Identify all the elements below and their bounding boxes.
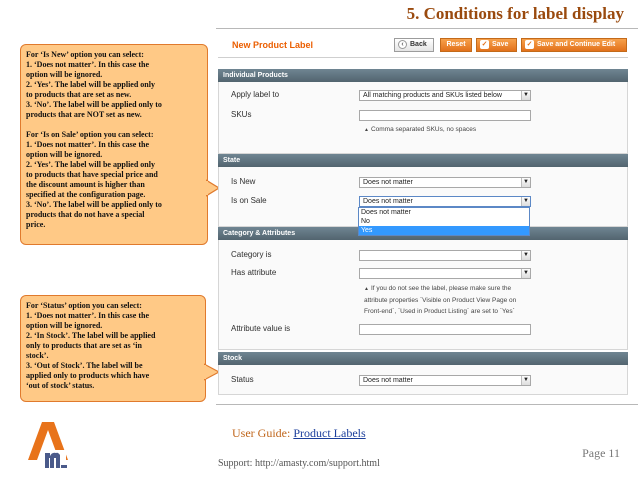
skus-label: SKUs [231, 110, 252, 119]
chevron-down-icon: ▼ [521, 251, 530, 260]
arrow-up-icon: ▲ [364, 286, 369, 292]
is-on-sale-label: Is on Sale [231, 196, 267, 205]
has-attribute-label: Has attribute [231, 268, 277, 277]
footer-divider [216, 404, 638, 405]
section-individual-products [218, 69, 628, 154]
page-header [218, 32, 628, 58]
chevron-down-icon: ▼ [521, 197, 530, 206]
callout-is-new-is-on-sale [20, 44, 208, 245]
skus-input[interactable] [359, 110, 531, 121]
skus-hint: ▲ Comma separated SKUs, no spaces [364, 126, 477, 133]
category-is-select[interactable] [359, 250, 531, 261]
status-label: Status [231, 375, 254, 384]
section-header: Individual Products [218, 69, 628, 82]
chevron-down-icon: ▼ [521, 91, 530, 100]
attribute-hint: ▲ If you do not see the label, please make sure the attribute properties `Visible on Product View Page on Front-end`, `Used in Product Listing` are set to `Yes` [364, 285, 517, 315]
chevron-down-icon: ▼ [521, 269, 530, 278]
amasty-logo [28, 420, 68, 472]
callout-status [20, 295, 206, 402]
status-select[interactable]: Does not matter ▼ [359, 375, 531, 386]
admin-form-panel [218, 32, 628, 395]
callout-paragraph-status: For ‘Status’ option you can select: 1. ‘Does not matter’. In this case the option will be ignored. 2. ‘In Stock’. The label will be applied only to products that are set as ‘in stock’. 3. ‘Out of Stock’. The label will be applied only to products which have ‘out of stock’ status. [26, 301, 156, 390]
back-button[interactable]: ‹ Back [394, 38, 434, 52]
dropdown-option[interactable]: No [361, 218, 370, 225]
support-line: Support: http://amasty.com/support.html [218, 458, 380, 469]
reset-button[interactable]: Reset [440, 38, 472, 52]
is-new-label: Is New [231, 177, 256, 186]
section-stock [218, 352, 628, 395]
page-title: New Product Label [232, 40, 314, 50]
chevron-down-icon: ▼ [521, 178, 530, 187]
section-header: State [218, 154, 628, 167]
page-number: Page 11 [582, 446, 620, 460]
back-arrow-icon: ‹ [398, 40, 407, 49]
is-new-select[interactable]: Does not matter ▼ [359, 177, 531, 188]
section-body [218, 82, 628, 154]
check-icon: ✓ [481, 41, 488, 48]
apply-label-to-select[interactable]: All matching products and SKUs listed below ▼ [359, 90, 531, 101]
section-category-attributes [218, 227, 628, 350]
chevron-down-icon: ▼ [521, 376, 530, 385]
save-button[interactable]: ✓ Save [476, 38, 517, 52]
dropdown-option-highlighted[interactable]: Yes [359, 226, 529, 235]
section-header: Category & Attributes [218, 227, 628, 240]
dropdown-option[interactable]: Does not matter [361, 209, 411, 216]
apply-label-to-label: Apply label to [231, 90, 280, 99]
product-labels-link[interactable]: Product Labels [293, 426, 366, 440]
is-on-sale-dropdown-list [358, 207, 530, 236]
section-header: Stock [218, 352, 628, 365]
slide-title: 5. Conditions for label display [406, 4, 624, 23]
attribute-value-label: Attribute value is [231, 324, 291, 333]
save-and-continue-button[interactable]: ✓ Save and Continue Edit [521, 38, 627, 52]
title-divider [216, 28, 638, 29]
callout-paragraph-is-new: For ‘Is New’ option you can select: 1. ‘Does not matter’. In this case the option will be ignored. 2. ‘Yes’. The label will be applied only to products that are set as new. 3. ‘No’. The label will be applied only to products that are NOT set as new. [26, 50, 162, 119]
attribute-value-input[interactable] [359, 324, 531, 335]
section-body [218, 240, 628, 350]
arrow-up-icon: ▲ [364, 127, 369, 133]
user-guide-line: User Guide: Product Labels [232, 426, 366, 440]
callout-paragraph-is-on-sale: For ‘Is on Sale’ option you can select: 1. ‘Does not matter’. In this case the option will be ignored. 2. ‘Yes’. The label will be applied only to products that have special price and the discount amount is higher than specified at the configuration page. 3. ‘No’. The label will be applied only to products that do not have a special price. [26, 130, 162, 229]
check-icon: ✓ [526, 41, 533, 48]
category-is-label: Category is [231, 250, 272, 259]
has-attribute-select[interactable] [359, 268, 531, 279]
is-on-sale-select[interactable]: Does not matter ▼ [359, 196, 531, 207]
section-body [218, 365, 628, 395]
